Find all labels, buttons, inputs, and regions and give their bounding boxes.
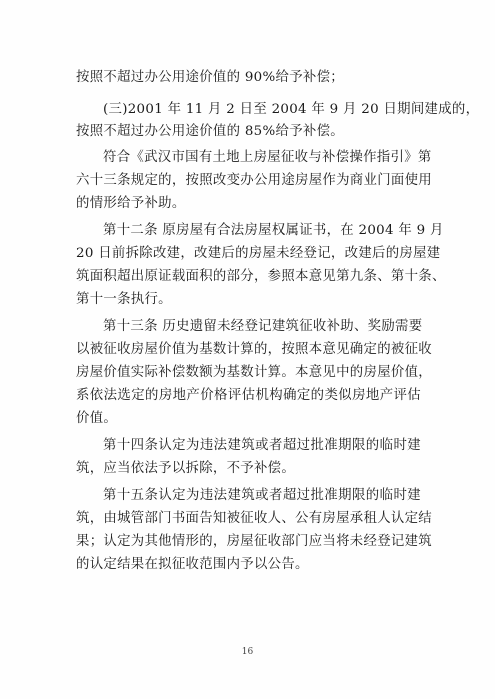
text-line: 的情形给予补助。	[76, 196, 186, 211]
text-line: 第十三条 历史遗留未经登记建筑征收补助、奖励需要	[103, 319, 423, 334]
text-line: 房屋价值实际补偿数额为基数计算。本意见中的房屋价值，	[76, 365, 432, 380]
page-number: 16	[241, 647, 254, 657]
text-line: 六十三条规定的，按照改变办公用途房屋作为商业门面使用	[76, 173, 432, 188]
text-line: 20 日前拆除改建，改建后的房屋未经登记，改建后的房屋建	[76, 246, 441, 261]
text-line: 第十四条认定为违法建筑或者超过批准期限的临时建	[103, 438, 421, 453]
text-line: 价值。	[76, 411, 118, 426]
text-line: 筑，由城管部门书面告知被征收人、公有房屋承租人认定结	[76, 511, 432, 526]
text-line: 第十二条 原房屋有合法房屋权属证书，在 2004 年 9 月	[103, 223, 444, 238]
text-line: 的认定结果在拟征收范围内予以公告。	[76, 557, 309, 572]
text-line: 第十一条执行。	[76, 292, 172, 307]
text-line: 按照不超过办公用途价值的 85%给予补偿。	[76, 124, 344, 139]
text-line: (三)2001 年 11 月 2 日至 2004 年 9 月 20 日期间建成的，	[103, 102, 480, 117]
text-line: 以被征收房屋价值为基数计算的，按照本意见确定的被征收	[76, 342, 432, 357]
text-line: 筑面积超出原证载面积的部分，参照本意见第九条、第十条、	[76, 269, 446, 284]
text-line: 筑，应当依法予以拆除，不予补偿。	[76, 461, 296, 476]
text-line: 符合《武汉市国有土地上房屋征收与补偿操作指引》第	[103, 150, 432, 165]
text-line: 果；认定为其他情形的，房屋征收部门应当将未经登记建筑	[76, 534, 432, 549]
text-line: 系依法选定的房地产价格评估机构确定的类似房地产评估	[76, 388, 421, 403]
text-line: 第十五条认定为违法建筑或者超过批准期限的临时建	[103, 488, 421, 503]
text-line: 按照不超过办公用途价值的 90%给予补偿；	[76, 70, 344, 85]
